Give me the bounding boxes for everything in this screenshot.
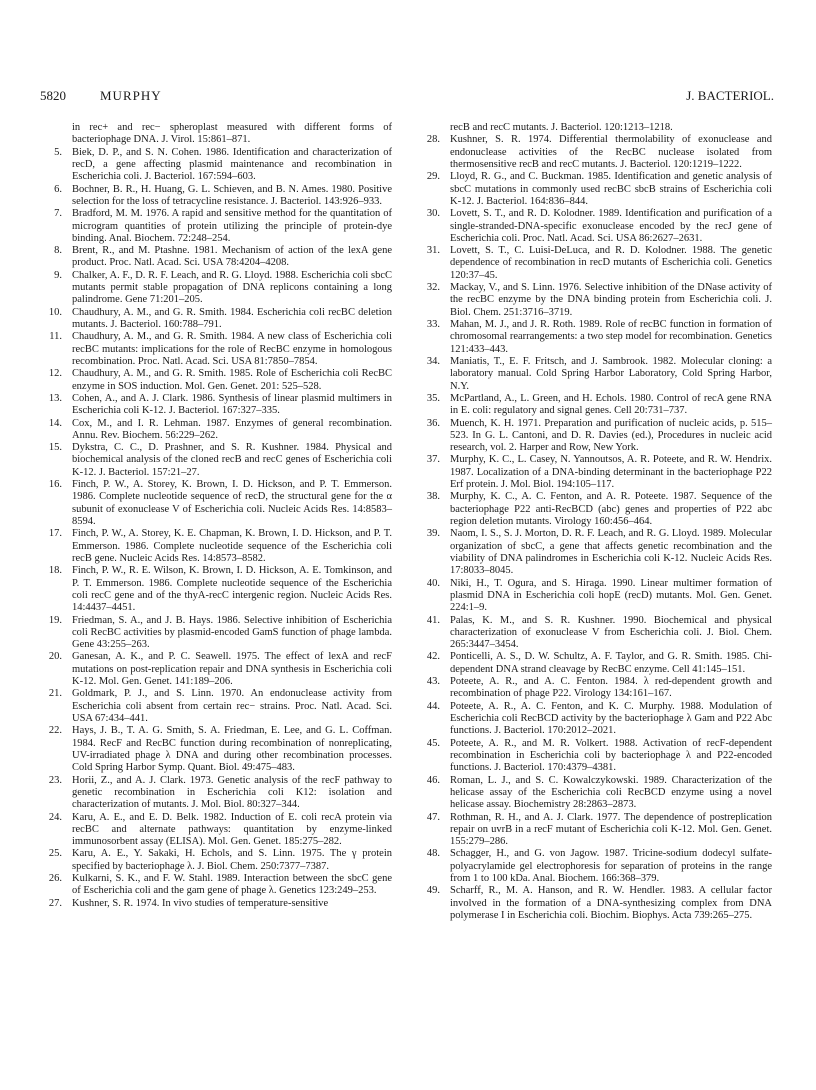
reference-text: Karu, A. E., and E. D. Belk. 1982. Induction of E. coli recA protein via recBC and alternate pathways: quantitation by enzyme-linked immunosorbent assay (ELISA). Mol. Gen. Genet. 185:275–282.	[72, 811, 392, 848]
reference-text: Kulkarni, S. K., and F. W. Stahl. 1989. Interaction between the sbcC gene of Escherichia coli and the gam gene of phage λ. Genetics 123:249–253.	[72, 873, 392, 897]
reference-number: 27.	[48, 897, 62, 909]
reference-text: Mackay, V., and S. Linn. 1976. Selective inhibition of the DNase activity of the recBC enzyme by the DNA binding protein from Escherichia coli. J. Biol. Chem. 251:3716–3719.	[450, 282, 772, 318]
reference-entry	[420, 282, 772, 319]
reference-number: 12.	[48, 368, 62, 380]
reference-number: 33.	[426, 319, 440, 330]
reference-entry	[420, 319, 772, 356]
reference-entry	[42, 651, 392, 688]
reference-number: 38.	[426, 491, 440, 503]
reference-text: Palas, K. M., and S. R. Kushner. 1990. Biochemical and physical characterization of exonuclease V from Escherichia coli. J. Biol. Chem. 265:3447–3454.	[450, 614, 772, 651]
reference-entry	[420, 528, 772, 577]
reference-number: 16.	[48, 479, 62, 491]
references-left-column	[42, 122, 392, 910]
reference-number: 42.	[426, 651, 440, 663]
reference-text: Poteete, A. R., and M. R. Volkert. 1988. Activation of recF-dependent recombination in Escherichia coli by bacteriophage λ and P22-encoded functions. J. Bacteriol. 170:4379–4381.	[450, 737, 772, 774]
reference-text: Brent, R., and M. Ptashne. 1981. Mechanism of action of the lexA gene product. Proc. Natl. Acad. Sci. USA 78:4204–4208.	[72, 245, 392, 269]
reference-number: 24.	[48, 811, 62, 823]
reference-entry	[420, 701, 772, 738]
reference-number: 29.	[426, 171, 440, 183]
reference-entry	[42, 208, 392, 245]
reference-number: 46.	[426, 774, 440, 786]
reference-number: 8.	[54, 245, 62, 257]
reference-text: Ponticelli, A. S., D. W. Schultz, A. F. Taylor, and G. R. Smith. 1985. Chi-dependent DNA strand cleavage by RecBC enzyme. Cell 41:145–151.	[450, 651, 772, 675]
reference-text: Schagger, H., and G. von Jagow. 1987. Tricine-sodium dodecyl sulfate-polyacrylamide gel electrophoresis for separation of proteins in the range from 1 to 100 kDa. Anal. Biochem. 166:368–379.	[450, 848, 772, 885]
reference-number: 11.	[49, 331, 62, 343]
reference-entry	[420, 738, 772, 775]
reference-entry	[420, 885, 772, 922]
reference-entry	[420, 454, 772, 491]
reference-entry	[420, 134, 772, 171]
reference-entry	[420, 171, 772, 208]
reference-entry	[42, 479, 392, 528]
reference-number: 28.	[426, 134, 440, 146]
reference-entry	[420, 812, 772, 849]
reference-text: Muench, K. H. 1971. Preparation and purification of nucleic acids, p. 515–523. In G. L. Cantoni, and D. R. Davies (ed.), Procedures in nucleic acid research, vol. 2. Harper and Row, New York.	[450, 417, 772, 454]
reference-entry	[420, 578, 772, 615]
reference-entry	[42, 775, 392, 812]
reference-text: Ganesan, A. K., and P. C. Seawell. 1975. The effect of lexA and recF mutations on post-replication repair and DNA synthesis in Escherichia coli K-12. Mol. Gen. Genet. 141:189–206.	[72, 651, 392, 688]
reference-text: Niki, H., T. Ogura, and S. Hiraga. 1990. Linear multimer formation of plasmid DNA in Escherichia coli hopE (recD) mutants. Mol. Gen. Genet. 224:1–9.	[450, 577, 772, 614]
page-number: 5820	[40, 88, 66, 103]
reference-text: Karu, A. E., Y. Sakaki, H. Echols, and S. Linn. 1975. The γ protein specified by bacteriophage λ. J. Biol. Chem. 250:7377–7387.	[72, 848, 392, 872]
reference-entry	[42, 245, 392, 270]
references-right-column	[420, 122, 772, 922]
reference-text: Chaudhury, A. M., and G. R. Smith. 1984. A new class of Escherichia coli recBC mutants: implications for the role of RecBC enzyme in homologous recombination. Proc. Natl. Acad. Sci. USA 81:7850–7854.	[72, 331, 392, 367]
reference-entry	[420, 775, 772, 812]
reference-entry	[42, 331, 392, 368]
reference-text: Naom, I. S., S. J. Morton, D. R. F. Leach, and R. G. Lloyd. 1989. Molecular organization of sbcC, a gene that affects genetic recombination and the viability of DNA palindromes in Escherichia coli K-12. Nucleic Acids Res. 17:8033–8045.	[450, 528, 772, 577]
reference-number: 37.	[426, 454, 440, 466]
reference-text: McPartland, A., L. Green, and H. Echols. 1980. Control of recA gene RNA in E. coli: regulatory and signal genes. Cell 20:731–737.	[450, 392, 772, 417]
reference-number: 36.	[426, 417, 440, 429]
reference-entry	[42, 615, 392, 652]
reference-entry	[42, 270, 392, 307]
reference-number: 26.	[48, 873, 62, 885]
reference-number: 41.	[426, 614, 440, 626]
reference-number: 47.	[426, 811, 440, 823]
reference-number: 43.	[426, 676, 440, 688]
reference-text: Dykstra, C. C., D. Prashner, and S. R. Kushner. 1984. Physical and biochemical analysis of the cloned recB and recC genes of Escherichia coli K-12. J. Bacteriol. 157:21–27.	[72, 442, 392, 478]
reference-text: Poteete, A. R., and A. C. Fenton. 1984. λ red-dependent growth and recombination of phage P22. Virology 134:161–167.	[450, 676, 772, 700]
reference-number: 21.	[48, 688, 62, 700]
reference-entry	[420, 418, 772, 455]
reference-number: 5.	[54, 146, 62, 158]
running-author: MURPHY	[100, 88, 162, 103]
reference-text: Goldmark, P. J., and S. Linn. 1970. An endonuclease activity from Escherichia coli absent from certain rec− strains. Proc. Natl. Acad. Sci. USA 67:434–441.	[72, 688, 392, 724]
reference-entry	[42, 688, 392, 725]
reference-continuation: recB and recC mutants. J. Bacteriol. 120:1213–1218.	[450, 122, 673, 133]
reference-text: Horii, Z., and A. J. Clark. 1973. Genetic analysis of the recF pathway to genetic recombination in Escherichia coli K12: isolation and characterization of mutants. J. Mol. Biol. 80:327–344.	[72, 774, 392, 811]
reference-text: Lloyd, R. G., and C. Buckman. 1985. Identification and genetic analysis of sbcC mutations in commonly used recBC sbcB strains of Escherichia coli K-12. J. Bacteriol. 164:836–844.	[450, 171, 772, 207]
reference-entry	[42, 184, 392, 209]
reference-text: Hays, J. B., T. A. G. Smith, S. A. Friedman, E. Lee, and G. L. Coffman. 1984. RecF and RecBC function during recombination of nonreplicating, UV-irradiated phage λ DNA and during other recombination processes. Cold Spring Harbor Symp. Quant. Biol. 49:475–483.	[72, 725, 392, 774]
reference-text: Chaudhury, A. M., and G. R. Smith. 1984. Escherichia coli recBC deletion mutants. J. Bacteriol. 160:788–791.	[72, 306, 392, 330]
reference-number: 7.	[54, 208, 62, 220]
reference-entry	[42, 418, 392, 443]
reference-number: 30.	[426, 208, 440, 220]
reference-text: Chalker, A. F., D. R. F. Leach, and R. G. Lloyd. 1988. Escherichia coli sbcC mutants permit stable propagation of DNA replicons containing a long palindrome. Gene 71:201–205.	[72, 269, 392, 306]
reference-number: 49.	[426, 885, 440, 897]
reference-number: 39.	[426, 528, 440, 540]
reference-number: 32.	[426, 282, 440, 294]
reference-text: Roman, L. J., and S. C. Kowalczykowski. 1989. Characterization of the helicase assay of the Escherichia coli RecBCD enzyme using a novel helicase assay. Biochemistry 28:2863–2873.	[450, 774, 772, 811]
reference-text: Maniatis, T., E. F. Fritsch, and J. Sambrook. 1982. Molecular cloning: a laboratory manual. Cold Spring Harbor Laboratory, Cold Spring Harbor, N.Y.	[450, 355, 772, 392]
reference-text: Biek, D. P., and S. N. Cohen. 1986. Identification and characterization of recD, a gene affecting plasmid maintenance and recombination in Escherichia coli. J. Bacteriol. 167:594–603.	[72, 146, 392, 183]
reference-text: Lovett, S. T., and R. D. Kolodner. 1989. Identification and purification of a single-stranded-DNA-specific exonuclease encoded by the recJ gene of Escherichia coli. Proc. Natl. Acad. Sci. USA 86:2627–2631.	[450, 208, 772, 244]
reference-text: Finch, P. W., A. Storey, K. E. Chapman, K. Brown, I. D. Hickson, and P. T. Emmerson. 1986. Complete nucleotide sequence of the Escherichia coli recB gene. Nucleic Acids Res. 14:8573–8582.	[72, 528, 392, 564]
reference-number: 15.	[48, 442, 62, 454]
reference-text: Poteete, A. R., A. C. Fenton, and K. C. Murphy. 1988. Modulation of Escherichia coli RecBCD activity by the bacteriophage λ Gam and P22 Abc functions. J. Bacteriol. 170:2012–2021.	[450, 700, 772, 737]
right-reference-list	[420, 134, 772, 922]
reference-number: 20.	[48, 651, 62, 663]
reference-entry	[420, 848, 772, 885]
reference-entry	[42, 307, 392, 332]
reference-entry	[42, 565, 392, 614]
reference-number: 17.	[48, 528, 62, 540]
reference-number: 31.	[426, 245, 440, 257]
reference-entry	[420, 356, 772, 393]
reference-entry	[42, 873, 392, 898]
reference-entry	[420, 393, 772, 418]
reference-entry	[420, 615, 772, 652]
reference-entry	[420, 491, 772, 528]
reference-number: 48.	[426, 848, 440, 860]
reference-text: Cox, M., and I. R. Lehman. 1987. Enzymes of general recombination. Annu. Rev. Biochem. 56:229–262.	[72, 417, 392, 441]
reference-number: 25.	[48, 848, 62, 860]
reference-text: Murphy, K. C., L. Casey, N. Yannoutsos, A. R. Poteete, and R. W. Hendrix. 1987. Localization of a DNA-binding determinant in the bacteriophage P22 Erf protein. J. Mol. Biol. 194:105–117.	[450, 454, 772, 491]
reference-entry	[42, 368, 392, 393]
reference-number: 23.	[48, 774, 62, 786]
reference-text: Lovett, S. T., C. Luisi-DeLuca, and R. D. Kolodner. 1988. The genetic dependence of recombination in recD mutants of Escherichia coli. Genetics 120:37–45.	[450, 245, 772, 281]
reference-continuation: in rec+ and rec− spheroplast measured with different forms of bacteriophage DNA. J. Virol. 15:861–871.	[72, 122, 392, 146]
reference-number: 19.	[48, 614, 62, 626]
reference-number: 34.	[426, 355, 440, 367]
reference-entry	[42, 725, 392, 774]
left-reference-list	[42, 147, 392, 910]
reference-entry	[42, 848, 392, 873]
reference-number: 18.	[48, 565, 62, 577]
reference-number: 40.	[426, 577, 440, 589]
reference-text: Bradford, M. M. 1976. A rapid and sensitive method for the quantitation of microgram quantities of protein utilizing the principle of protein-dye binding. Anal. Biochem. 72:248–254.	[72, 208, 392, 244]
reference-text: Kushner, S. R. 1974. Differential thermolability of exonuclease and endonuclease activities of the RecBC nuclease isolated from thermosensitive recB and recC mutants. J. Bacteriol. 120:1219–1222.	[450, 134, 772, 170]
reference-text: Finch, P. W., R. E. Wilson, K. Brown, I. D. Hickson, A. E. Tomkinson, and P. T. Emmerson. 1986. Complete nucleotide sequence of the Escherichia coli recC gene and of the thyA-recC intergenic region. Nucleic Acids Res. 14:4437–4451.	[72, 565, 392, 614]
reference-entry	[42, 812, 392, 849]
reference-number: 44.	[426, 700, 440, 712]
reference-text: Kushner, S. R. 1974. In vivo studies of temperature-sensitive	[72, 897, 329, 909]
reference-entry	[42, 898, 392, 910]
reference-entry	[42, 528, 392, 565]
reference-number: 35.	[426, 392, 440, 404]
reference-text: Scharff, R., M. A. Hanson, and R. W. Hendler. 1983. A cellular factor involved in the formation of a DNA-synthesizing complex from DNA polymerase I in Escherichia coli. Biochim. Biophys. Acta 739:265–275.	[450, 885, 772, 921]
reference-text: Cohen, A., and A. J. Clark. 1986. Synthesis of linear plasmid multimers in Escherichia coli K-12. J. Bacteriol. 167:327–335.	[72, 392, 392, 417]
reference-entry	[420, 245, 772, 282]
journal-name: J. BACTERIOL.	[686, 88, 774, 103]
reference-number: 14.	[48, 417, 62, 429]
reference-text: Chaudhury, A. M., and G. R. Smith. 1985. Role of Escherichia coli RecBC enzyme in SOS induction. Mol. Gen. Genet. 201: 525–528.	[72, 368, 392, 392]
reference-number: 10.	[48, 306, 62, 318]
reference-text: Mahan, M. J., and J. R. Roth. 1989. Role of recBC function in formation of chromosomal rearrangements: a two step model for recombination. Genetics 121:433–443.	[450, 319, 772, 355]
reference-text: Friedman, S. A., and J. B. Hays. 1986. Selective inhibition of Escherichia coli RecBC activities by plasmid-encoded GamS function of phage lambda. Gene 43:255–263.	[72, 614, 392, 651]
reference-number: 9.	[54, 269, 62, 281]
reference-number: 22.	[48, 725, 62, 737]
reference-entry	[42, 393, 392, 418]
reference-entry	[420, 651, 772, 676]
reference-text: Bochner, B. R., H. Huang, G. L. Schieven, and B. N. Ames. 1980. Positive selection for the loss of tetracycline resistance. J. Bacteriol. 143:926–933.	[72, 183, 392, 207]
reference-text: Finch, P. W., A. Storey, K. Brown, I. D. Hickson, and P. T. Emmerson. 1986. Complete nucleotide sequence of recD, the structural gene for the α subunit of exonuclease V of Escherichia coli. Nucleic Acids Res. 14:8583–8594.	[72, 479, 392, 527]
reference-number: 13.	[48, 392, 62, 404]
reference-entry	[420, 676, 772, 701]
reference-entry	[420, 208, 772, 245]
reference-text: Murphy, K. C., A. C. Fenton, and A. R. Poteete. 1987. Sequence of the bacteriophage P22 anti-RecBCD (abc) genes and properties of P22 abc region deletion mutants. Virology 160:456–464.	[450, 491, 772, 527]
reference-entry	[42, 442, 392, 479]
reference-number: 45.	[426, 737, 440, 749]
running-header	[40, 88, 774, 104]
reference-text: Rothman, R. H., and A. J. Clark. 1977. The dependence of postreplication repair on uvrB in a recF mutant of Escherichia coli K-12. Mol. Gen. Genet. 155:279–286.	[450, 811, 772, 848]
reference-entry	[42, 147, 392, 184]
reference-number: 6.	[54, 183, 62, 195]
